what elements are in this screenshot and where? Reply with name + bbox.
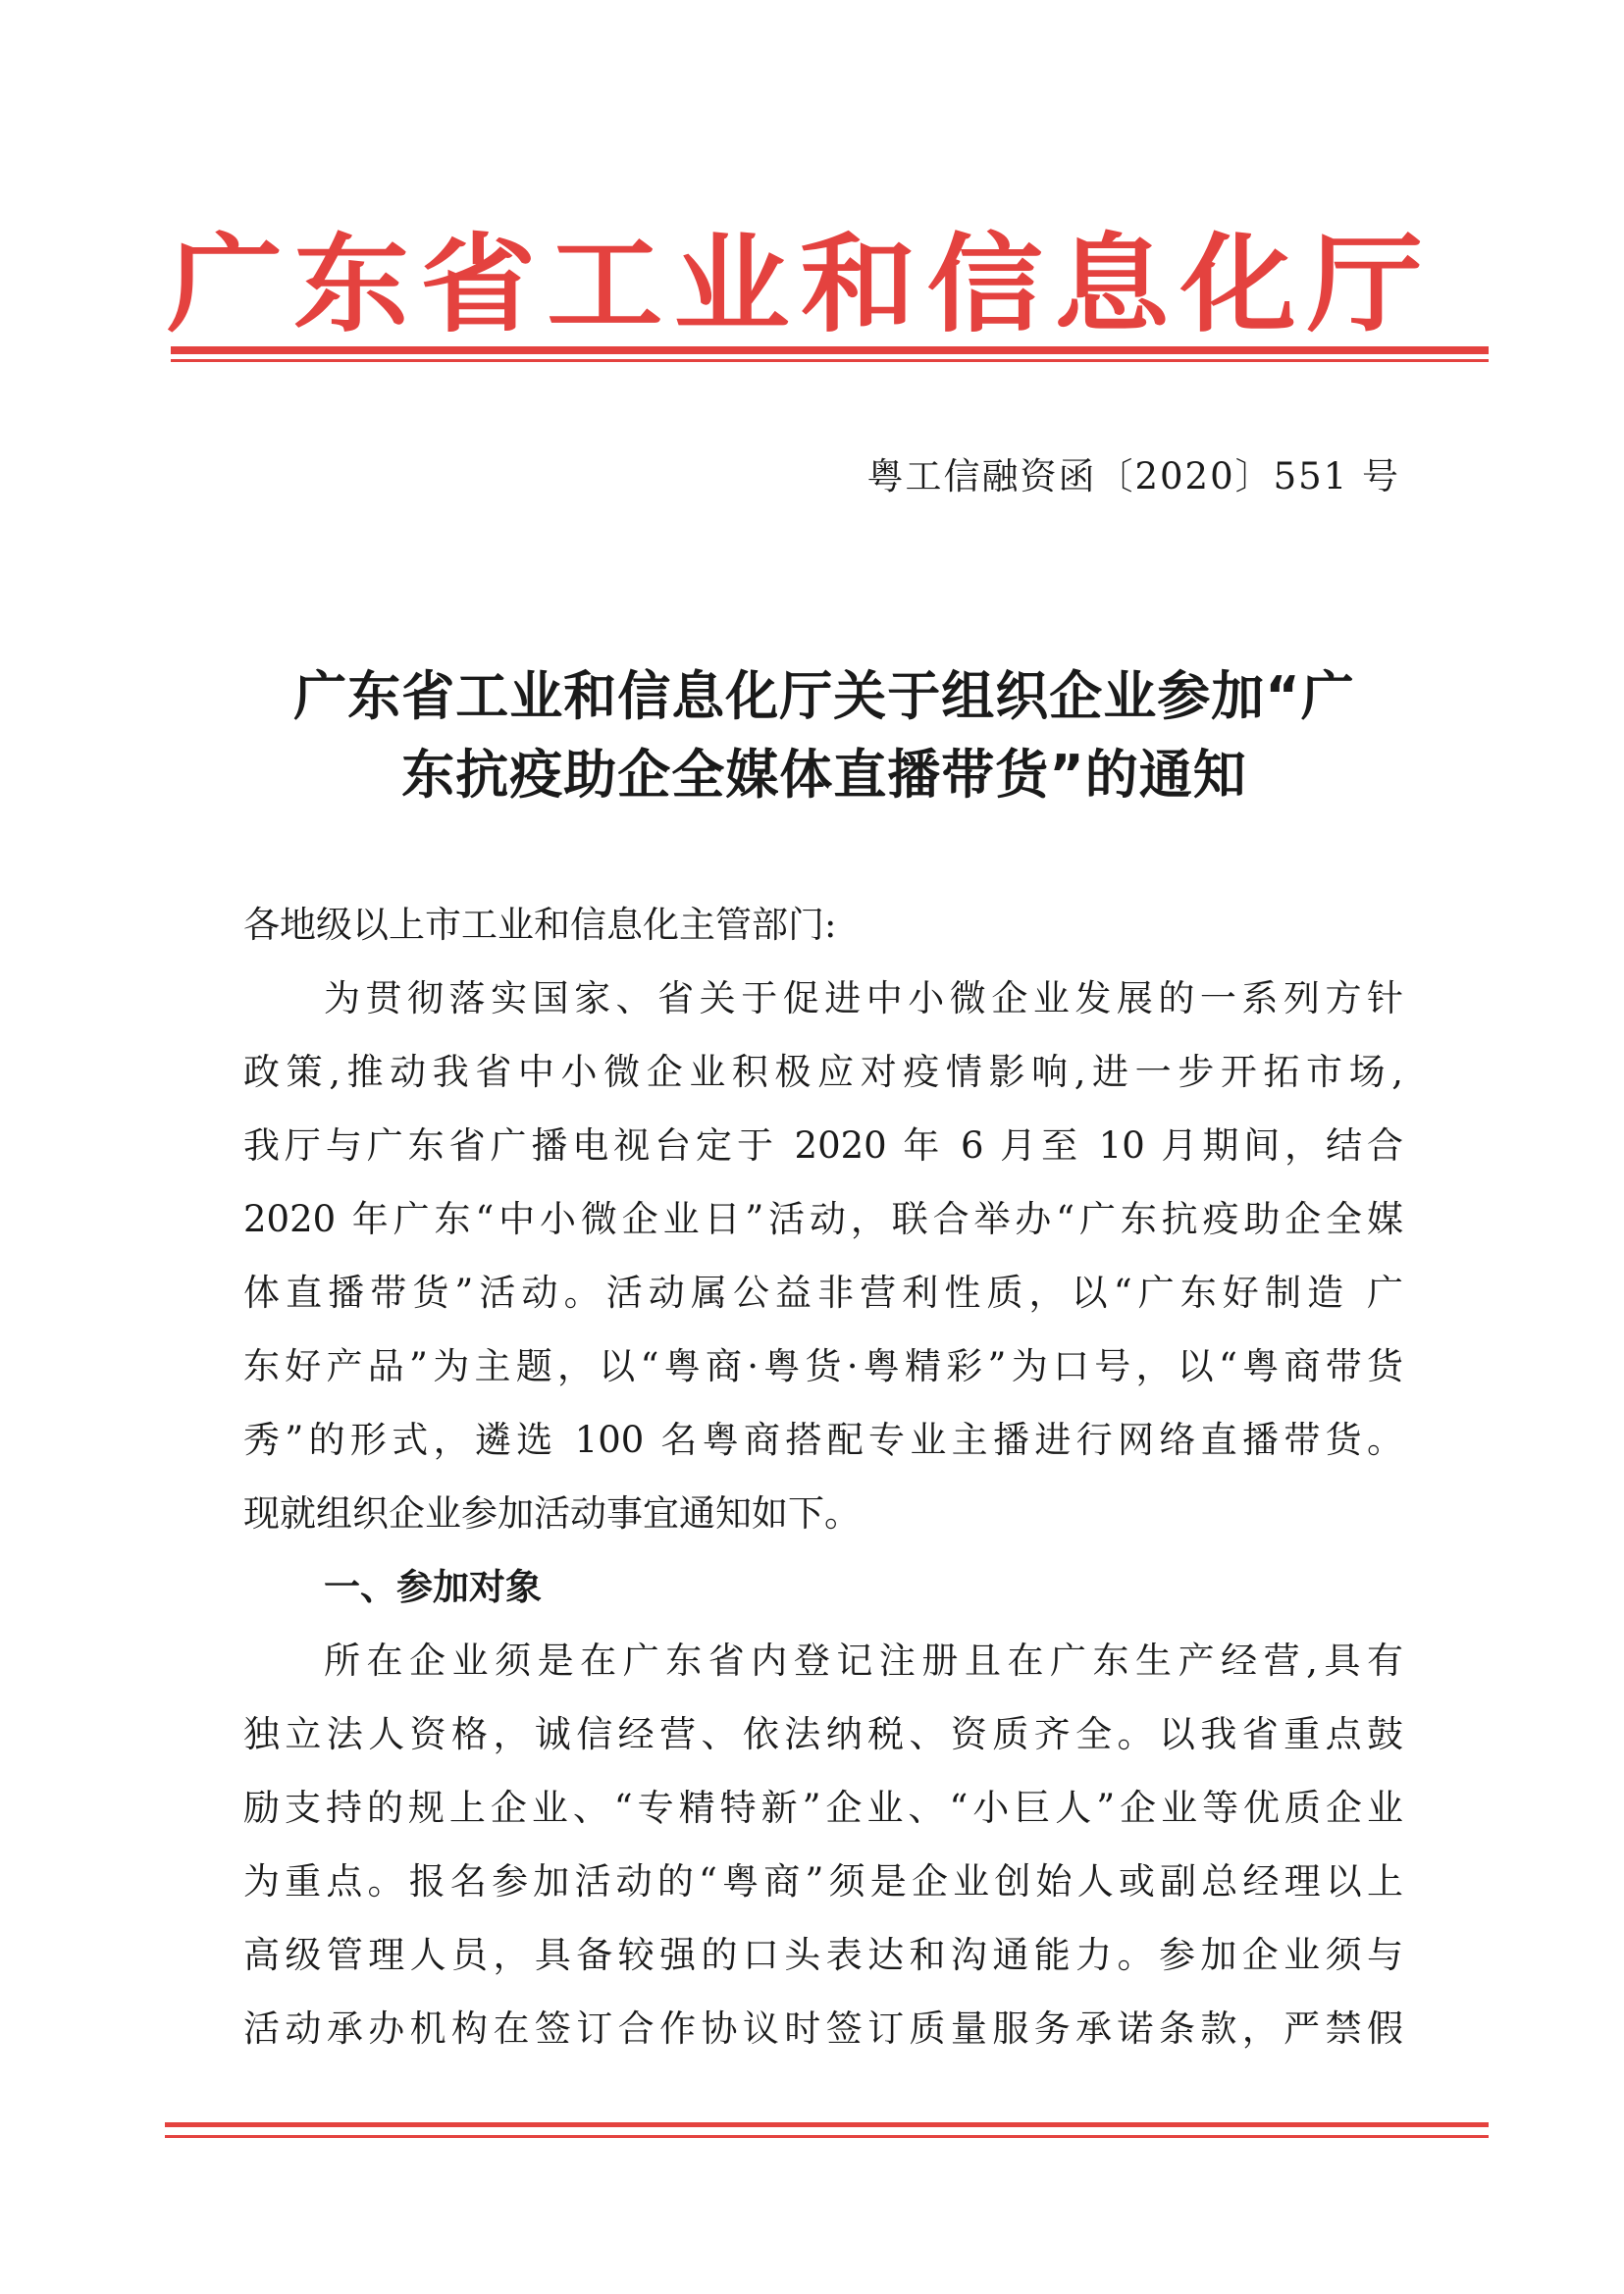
section-heading: 一、参加对象 — [324, 1566, 542, 1608]
text-line: 独立法人资格，诚信经营、依法纳税、资质齐全。以我省重点鼓 — [243, 1713, 1403, 1755]
footer-rule-thick — [165, 2122, 1489, 2127]
header-rule-thick — [171, 346, 1489, 354]
text-line: 励支持的规上企业、“专精特新”企业、“小巨人”企业等优质企业 — [243, 1787, 1403, 1829]
text-line: 2020 年广东“中小微企业日”活动，联合举办“广东抗疫助企全媒 — [243, 1198, 1403, 1240]
masthead — [167, 211, 1423, 358]
masthead-char: 信 — [926, 222, 1043, 347]
salutation: 各地级以上市工业和信息化主管部门: — [243, 904, 837, 946]
masthead-char: 厅 — [1306, 222, 1423, 347]
masthead-char: 和 — [800, 222, 917, 347]
text-line: 所在企业须是在广东省内登记注册且在广东生产经营,具有 — [324, 1640, 1403, 1682]
document-body — [243, 888, 1403, 2065]
masthead-char: 东 — [293, 222, 410, 347]
text-line: 体直播带货”活动。活动属公益非营利性质，以“广东好制造 广 — [243, 1272, 1403, 1314]
title-line: 东抗疫助企全媒体直播带货”的通知 — [401, 744, 1247, 806]
text-line: 高级管理人员，具备较强的口头表达和沟通能力。参加企业须与 — [243, 1934, 1403, 1976]
paragraph-2 — [243, 1624, 1403, 2065]
text-line: 政策,推动我省中小微企业积极应对疫情影响,进一步开拓市场, — [243, 1051, 1403, 1093]
document-title — [245, 657, 1403, 814]
text-line: 秀”的形式，遴选 100 名粤商搭配专业主播进行网络直播带货。 — [243, 1419, 1403, 1461]
header-rule-thin — [171, 359, 1489, 362]
masthead-char: 化 — [1179, 222, 1296, 347]
text-line: 为重点。报名参加活动的“粤商”须是企业创始人或副总经理以上 — [243, 1860, 1403, 1903]
title-line: 广东省工业和信息化厅关于组织企业参加“广 — [293, 665, 1355, 727]
text-line: 现就组织企业参加活动事宜通知如下。 — [243, 1492, 861, 1535]
text-line: 活动承办机构在签订合作协议时签订质量服务承诺条款，严禁假 — [243, 2007, 1403, 2050]
text-line: 为贯彻落实国家、省关于促进中小微企业发展的一系列方针 — [324, 977, 1403, 1019]
masthead-char: 省 — [420, 222, 537, 347]
footer-rule-thin — [165, 2135, 1489, 2138]
text-line: 东好产品”为主题，以“粤商·粤货·粤精彩”为口号，以“粤商带货 — [243, 1345, 1403, 1387]
paragraph-1 — [243, 962, 1403, 1550]
masthead-char: 广 — [167, 222, 284, 347]
masthead-char: 工 — [547, 222, 663, 347]
masthead-char: 业 — [673, 222, 790, 347]
masthead-char: 息 — [1053, 222, 1170, 347]
text-line: 我厅与广东省广播电视台定于 2020 年 6 月至 10 月期间，结合 — [243, 1124, 1403, 1167]
document-number: 粤工信融资函〔2020〕551 号 — [866, 455, 1400, 497]
